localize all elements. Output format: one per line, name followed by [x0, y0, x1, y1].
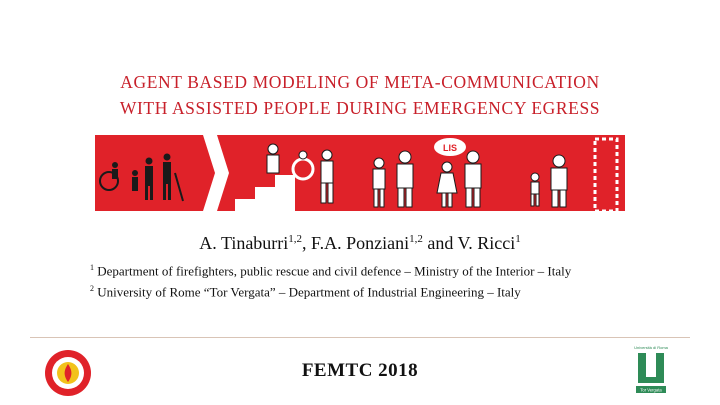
author-2-affil: 1,2	[409, 233, 423, 245]
svg-text:Università di Roma: Università di Roma	[634, 345, 668, 350]
lis-label: LIS	[442, 143, 458, 153]
authors-line: A. Tinaburri$^{1,2}$, F.A. Ponziani$^{1,2}$ and V. Ricci$^1$	[199, 233, 521, 253]
tor-vergata-logo	[634, 344, 668, 394]
author-1-affil: 1,2	[288, 233, 303, 245]
divider	[30, 337, 690, 338]
svg-text:Tor Vergata: Tor Vergata	[640, 387, 662, 393]
author-3-affil: 1	[515, 233, 521, 245]
affiliation-2: $^2$ University of Rome “Tor Vergata” – Department of Industrial Engineering – Italy	[90, 284, 521, 300]
evacuation-banner	[95, 133, 625, 213]
author-1: A. Tinaburri	[199, 233, 289, 253]
author-2: F.A. Ponziani	[311, 233, 410, 253]
affiliation-1: $^1$ Department of firefighters, public rescue and civil defence – Ministry of the Interior – Italy	[90, 263, 572, 279]
author-3: V. Ricci	[457, 233, 516, 253]
title-line-1: AGENT BASED MODELING OF META-COMMUNICATION	[120, 72, 600, 92]
title-line-2: WITH ASSISTED PEOPLE DURING EMERGENCY EGRESS	[119, 98, 601, 118]
conference-label: FEMTC 2018	[301, 360, 419, 381]
